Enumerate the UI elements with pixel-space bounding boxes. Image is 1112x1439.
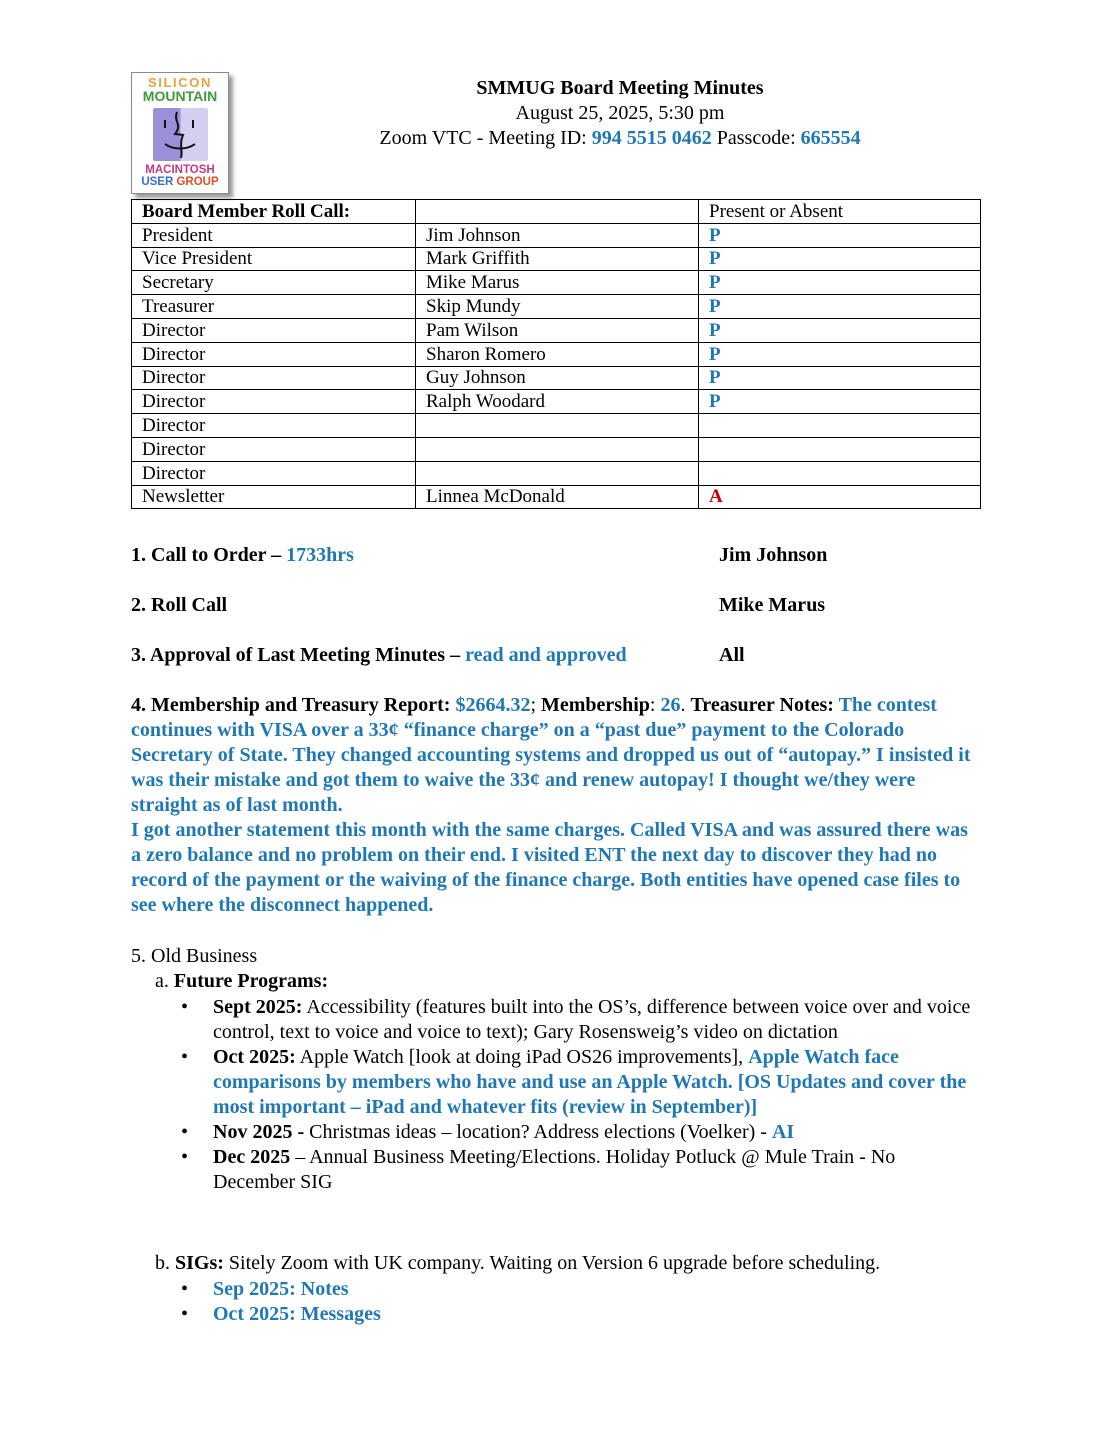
table-row — [132, 247, 981, 271]
item-value: 1733hrs — [286, 544, 354, 566]
logo-word-group: GROUP — [176, 176, 219, 188]
list-item — [176, 1277, 976, 1302]
member-role: Vice President — [132, 247, 416, 271]
program-date: Oct 2025: — [213, 1046, 296, 1068]
separator: . — [680, 694, 691, 716]
item-label: 1. Call to Order – — [131, 544, 287, 566]
sub-title: Future Programs: — [173, 970, 329, 992]
program-date: Dec 2025 — [213, 1146, 291, 1168]
member-role: Director — [132, 461, 416, 485]
attendance-status — [699, 414, 981, 438]
member-role: Director — [132, 366, 416, 390]
member-name: Mike Marus — [416, 271, 699, 295]
bullet-icon: • — [181, 1278, 189, 1300]
header-cell: Present or Absent — [699, 200, 981, 224]
passcode-label: Passcode: — [711, 127, 801, 149]
table-row — [132, 461, 981, 485]
table-row — [132, 437, 981, 461]
treasurer-notes-label: Treasurer Notes: — [690, 694, 839, 716]
attendance-status: P — [699, 366, 981, 390]
program-date: Sept 2025: — [213, 996, 303, 1018]
member-name: Linnea McDonald — [416, 485, 699, 509]
attendance-status: P — [699, 295, 981, 319]
treasury-balance: $2664.32 — [455, 694, 531, 716]
program-text: – Annual Business Meeting/Elections. Holiday Potluck @ Mule Train - No December SIG — [213, 1146, 896, 1193]
bullet-icon: • — [181, 1303, 189, 1325]
logo-line-user-group — [132, 176, 228, 188]
item-owner: Jim Johnson — [719, 544, 828, 566]
member-name: Pam Wilson — [416, 318, 699, 342]
sigs-list — [176, 1277, 976, 1327]
header-cell — [416, 200, 699, 224]
roll-call-table — [131, 199, 981, 509]
member-name: Ralph Woodard — [416, 390, 699, 414]
list-item — [176, 1120, 976, 1145]
list-item — [176, 1145, 976, 1195]
attendance-status: P — [699, 342, 981, 366]
attendance-status: P — [699, 247, 981, 271]
table-row — [132, 342, 981, 366]
member-name: Skip Mundy — [416, 295, 699, 319]
meeting-id: 994 5515 0462 — [591, 127, 712, 149]
attendance-status — [699, 437, 981, 461]
list-item — [176, 1302, 976, 1327]
program-highlight: Apple Watch face comparisons by members who have and use an Apple Watch. [OS Updates and cover the most important – iPad and whatever fits (review in September)] — [213, 1046, 967, 1118]
old-business-heading: 5. Old Business — [131, 945, 258, 967]
table-row — [132, 485, 981, 509]
logo-line-silicon: SILICON — [148, 75, 212, 90]
member-name — [416, 414, 699, 438]
table-row — [132, 271, 981, 295]
zoom-prefix: Zoom VTC - Meeting ID: — [379, 127, 592, 149]
item-owner: Mike Marus — [719, 594, 826, 616]
member-name: Sharon Romero — [416, 342, 699, 366]
item-label: 3. Approval of Last Meeting Minutes – — [131, 644, 466, 666]
item-value: read and approved — [465, 644, 627, 666]
member-role: Secretary — [132, 271, 416, 295]
membership-count: 26 — [660, 694, 681, 716]
bullet-icon: • — [181, 996, 189, 1018]
zoom-info — [250, 126, 990, 151]
attendance-status: P — [699, 390, 981, 414]
agenda-item-roll-call: 2. Roll Call — [131, 594, 228, 616]
member-role: President — [132, 223, 416, 247]
program-text: Christmas ideas – location? Address elections (Voelker) - — [304, 1121, 772, 1143]
agenda-item-treasury — [131, 693, 976, 918]
table-row — [132, 318, 981, 342]
roll-call-header-row — [132, 200, 981, 224]
program-text: Apple Watch [look at doing iPad OS26 improvements], — [295, 1046, 749, 1068]
item-owner: All — [719, 644, 745, 666]
sigs-heading — [155, 1251, 880, 1276]
mac-face-icon — [153, 108, 208, 161]
member-name: Jim Johnson — [416, 223, 699, 247]
future-programs-heading — [155, 969, 328, 994]
member-role: Director — [132, 342, 416, 366]
attendance-status: P — [699, 271, 981, 295]
program-text: Accessibility (features built into the OS’s, difference between voice over and voice control, text to voice and voice to text); Gary Rosensweig’s video on dictation — [213, 996, 971, 1043]
treasurer-notes-paragraph-2: I got another statement this month with the same charges. Called VISA and was assured there was a zero balance and no problem on their end. I visited ENT the next day to discover they had no record of the payment or the waiving of the finance charge. Both entities have opened case files to see where the disconnect happened. — [131, 819, 968, 916]
agenda-item-call-to-order — [131, 543, 354, 568]
logo-line-mountain: MOUNTAIN — [142, 88, 218, 104]
item-label: 4. Membership and Treasury Report: — [131, 694, 456, 716]
sig-entry: Oct 2025: Messages — [213, 1303, 381, 1325]
treasurer-notes-paragraph-1: The contest continues with VISA over a 33¢ “finance charge” on a “past due” payment to the Colorado Secretary of State. They changed accounting systems and dropped us out of “autopay.” I insisted it was their mistake and got them to waive the 33¢ and renew autopay! I thought we/they were straight as of last month. — [131, 694, 971, 816]
passcode: 665554 — [800, 127, 861, 149]
member-name: Guy Johnson — [416, 366, 699, 390]
header-cell: Board Member Roll Call: — [132, 200, 416, 224]
list-item — [176, 1045, 976, 1120]
table-row — [132, 390, 981, 414]
attendance-status: P — [699, 223, 981, 247]
bullet-icon: • — [181, 1146, 189, 1168]
attendance-status: P — [699, 318, 981, 342]
agenda-item-approval — [131, 643, 627, 668]
sub-title: SIGs: — [175, 1252, 224, 1274]
table-row — [132, 223, 981, 247]
attendance-status: A — [699, 485, 981, 509]
logo-line-macintosh: MACINTOSH — [145, 164, 215, 176]
attendance-status — [699, 461, 981, 485]
list-item — [176, 995, 976, 1045]
separator: ; — [530, 694, 541, 716]
member-role: Newsletter — [132, 485, 416, 509]
member-name — [416, 437, 699, 461]
document-header — [250, 76, 990, 151]
membership-label: Membership — [541, 694, 650, 716]
bullet-icon: • — [181, 1046, 189, 1068]
member-role: Treasurer — [132, 295, 416, 319]
sub-label: a. — [155, 970, 174, 992]
smmug-logo — [131, 72, 229, 194]
sub-label: b. — [155, 1252, 175, 1274]
sigs-text: Sitely Zoom with UK company. Waiting on Version 6 upgrade before scheduling. — [223, 1252, 881, 1274]
separator: : — [649, 694, 661, 716]
bullet-icon: • — [181, 1121, 189, 1143]
member-role: Director — [132, 318, 416, 342]
sig-entry: Sep 2025: Notes — [213, 1278, 349, 1300]
member-role: Director — [132, 414, 416, 438]
document-title: SMMUG Board Meeting Minutes — [476, 77, 764, 99]
table-row — [132, 414, 981, 438]
member-name — [416, 461, 699, 485]
table-row — [132, 295, 981, 319]
future-programs-list — [176, 995, 976, 1195]
member-role: Director — [132, 437, 416, 461]
logo-word-user: USER — [141, 176, 174, 188]
member-name: Mark Griffith — [416, 247, 699, 271]
meeting-date: August 25, 2025, 5:30 pm — [515, 102, 725, 124]
member-role: Director — [132, 390, 416, 414]
program-date: Nov 2025 - — [213, 1121, 305, 1143]
program-highlight: AI — [771, 1121, 795, 1143]
table-row — [132, 366, 981, 390]
